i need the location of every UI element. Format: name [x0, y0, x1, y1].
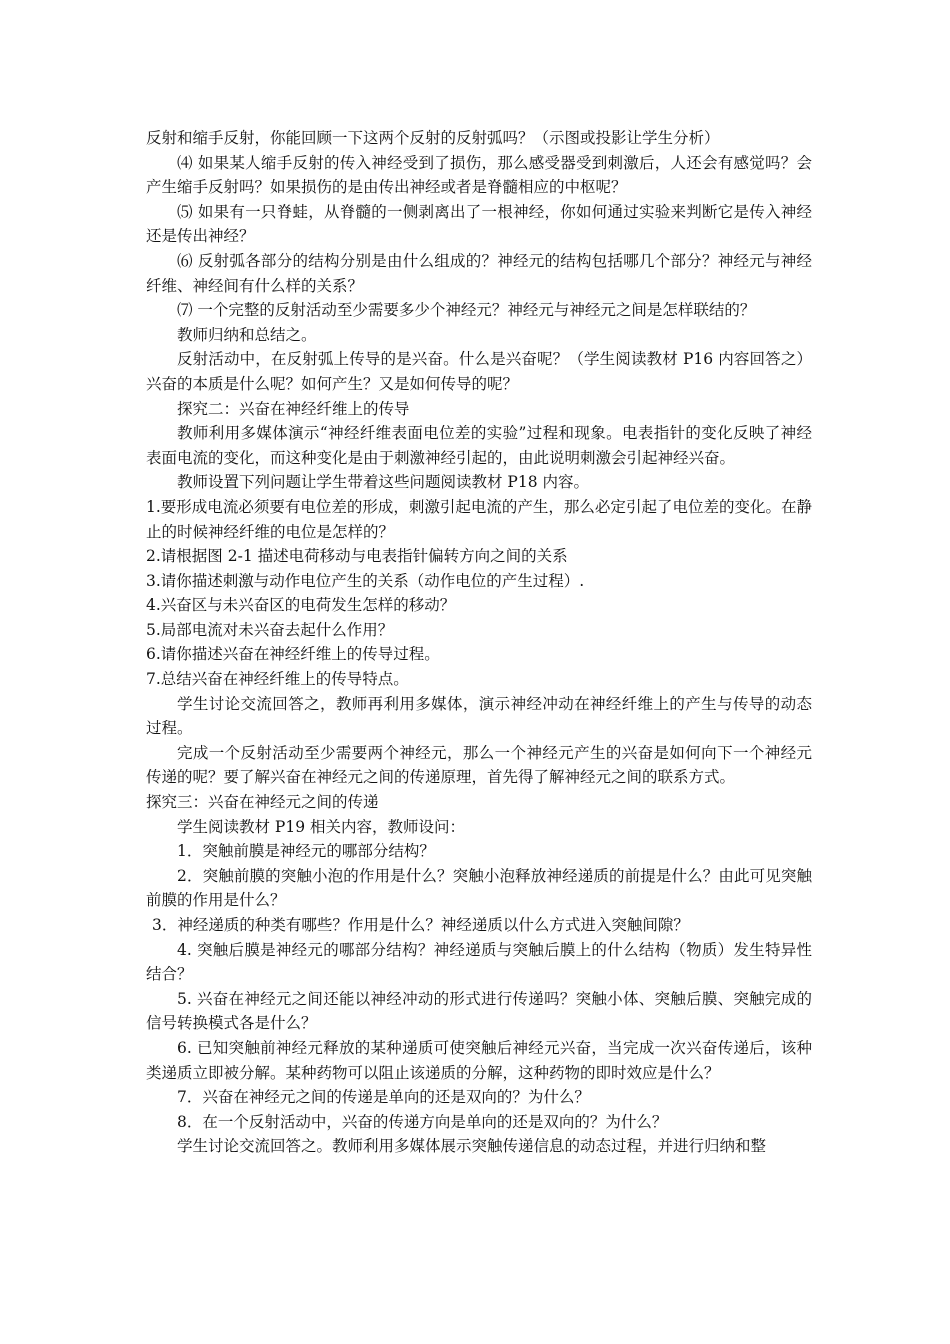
- paragraph: 完成一个反射活动至少需要两个神经元，那么一个神经元产生的兴奋是如何向下一个神经元传递的呢？要了解兴奋在神经元之间的传递原理，首先得了解神经元之间的联系方式。: [146, 743, 812, 787]
- list-item: 4.兴奋区与未兴奋区的电荷发生怎样的移动？: [146, 596, 456, 615]
- paragraph: 反射活动中，在反射弧上传导的是兴奋。什么是兴奋呢？（学生阅读教材 P16 内容回答之）兴奋的本质是什么呢？如何产生？又是如何传导的呢？: [146, 350, 812, 393]
- question-4: ⑷ 如果某人缩手反射的传入神经受到了损伤，那么感受器受到刺激后，人还会有感觉吗？会产生缩手反射吗？如果损伤的是由传出神经或者是脊髓相应的中枢呢？: [146, 153, 812, 197]
- question-6: ⑹ 反射弧各部分的结构分别是由什么组成的？神经元的结构包括哪几个部分？神经元与神经纤维、神经间有什么样的关系？: [146, 251, 812, 295]
- list-item: 8．在一个反射活动中，兴奋的传递方向是单向的还是双向的？为什么？: [177, 1112, 668, 1131]
- question-5: ⑸ 如果有一只脊蛙，从脊髓的一侧剥离出了一根神经，你如何通过实验来判断它是传入神经还是传出神经？: [146, 202, 812, 246]
- list-item: 5.局部电流对未兴奋去起什么作用？: [146, 620, 394, 639]
- paragraph: 学生阅读教材 P19 相关内容，教师设问：: [177, 817, 466, 836]
- list-item: 3．神经递质的种类有哪些？作用是什么？神经递质以什么方式进入突触间隙？: [152, 916, 689, 934]
- list-item: 2.请根据图 2-1 描述电荷移动与电表指针偏转方向之间的关系: [146, 547, 568, 566]
- list-item: 1．突触前膜是神经元的哪部分结构？: [177, 842, 435, 861]
- list-item: 7．兴奋在神经元之间的传递是单向的还是双向的？为什么？: [177, 1088, 590, 1107]
- list-item: 2．突触前膜的突触小泡的作用是什么？突触小泡释放神经递质的前提是什么？由此可见突触前膜的作用是什么？: [146, 866, 812, 910]
- list-item: 1.要形成电流必须要有电位差的形成，刺激引起电流的产生，那么必定引起了电位差的变化。在静止的时候神经纤维的电位是怎样的？: [146, 497, 812, 541]
- list-item: 7.总结兴奋在神经纤维上的传导特点。: [146, 670, 409, 689]
- section-heading: 探究三：兴奋在神经元之间的传递: [146, 793, 379, 812]
- list-item: 6. 已知突触前神经元释放的某种递质可使突触后神经元兴奋，当完成一次兴奋传递后，该种类递质立即被分解。某种药物可以阻止该递质的分解，这种药物的即时效应是什么？: [146, 1038, 812, 1082]
- list-item: 4. 突触后膜是神经元的哪部分结构？神经递质与突触后膜上的什么结构（物质）发生特异性结合？: [146, 940, 812, 984]
- paragraph: 教师归纳和总结之。: [177, 325, 317, 344]
- section-heading: 探究二：兴奋在神经纤维上的传导: [177, 399, 410, 418]
- question-7: ⑺ 一个完整的反射活动至少需要多少个神经元？神经元与神经元之间是怎样联结的？: [177, 301, 756, 320]
- paragraph: 反射和缩手反射，你能回顾一下这两个反射的反射弧吗？（示图或投影让学生分析）: [146, 129, 720, 147]
- document-body: [146, 126, 812, 1159]
- list-item: 6.请你描述兴奋在神经纤维上的传导过程。: [146, 645, 440, 664]
- paragraph: 教师设置下列问题让学生带着这些问题阅读教材 P18 内容。: [177, 473, 590, 492]
- paragraph: 学生讨论交流回答之，教师再利用多媒体，演示神经冲动在神经纤维上的产生与传导的动态过程。: [146, 694, 812, 738]
- paragraph: 学生讨论交流回答之。教师利用多媒体展示突触传递信息的动态过程，并进行归纳和整: [177, 1137, 767, 1156]
- list-item: 3.请你描述刺激与动作电位产生的关系（动作电位的产生过程）.: [146, 571, 585, 590]
- paragraph: 教师利用多媒体演示“神经纤维表面电位差的实验”过程和现象。电表指针的变化反映了神经表面电流的变化，而这种变化是由于刺激神经引起的，由此说明刺激会引起神经兴奋。: [146, 424, 812, 467]
- list-item: 5. 兴奋在神经元之间还能以神经冲动的形式进行传递吗？突触小体、突触后膜、突触完成的信号转换模式各是什么？: [146, 989, 812, 1033]
